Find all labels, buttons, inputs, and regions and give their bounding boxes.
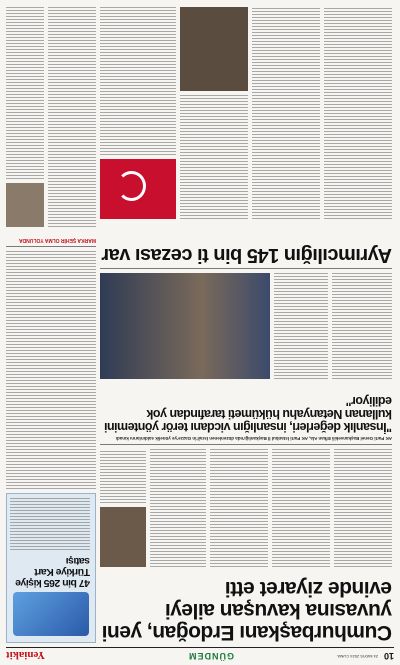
third-text-column-4 xyxy=(100,7,176,155)
second-photo xyxy=(100,273,270,379)
paper-date: 24 MAYIS 2024 CUMA xyxy=(337,654,378,659)
card-sale-box xyxy=(6,493,96,643)
card-box-text xyxy=(10,498,90,550)
turkish-flag-icon xyxy=(100,159,176,219)
second-headline: "İnsanlık değerleri, insanlığın vicdanı terör yöntemini kullanan Netanyahu hükümeti tarafından yok ediliyor" xyxy=(104,393,392,434)
page-number: 10 xyxy=(383,651,394,661)
second-text-column-2 xyxy=(274,273,328,379)
third-text-column-3 xyxy=(180,95,248,219)
sidebar-text-lower-2 xyxy=(6,7,44,179)
masthead xyxy=(6,647,394,661)
second-text-column-1 xyxy=(332,273,392,379)
sidebar-text-lower-1 xyxy=(48,7,96,227)
sidebar-divider xyxy=(6,246,96,247)
sidebar-heading: MARKA ŞEHİR OLMA YOLUNDA xyxy=(18,237,96,243)
third-text-column-2 xyxy=(252,7,320,219)
sidebar-portrait xyxy=(6,183,44,227)
divider-rule xyxy=(100,444,392,445)
second-kicker: AK Parti Genel Başkanvekili Efkan Ala, AK Parti İstanbul İl Başkanlığı'nda düzenlenen İsrail'in Gazze'ye yönelik saldırılarını kınadı xyxy=(115,436,392,441)
card-icon xyxy=(13,592,89,636)
newspaper-logo: Yeniakit xyxy=(6,649,46,661)
lead-photo xyxy=(100,507,146,567)
lead-text-column-5 xyxy=(100,449,146,503)
third-headline: Ayrımcılığın 145 bin ti cezası var xyxy=(101,244,392,266)
lead-text-column-4 xyxy=(150,449,206,567)
lead-text-column-1 xyxy=(334,449,392,567)
divider-rule xyxy=(100,268,392,269)
lead-text-column-2 xyxy=(272,449,330,567)
sidebar-text-upper xyxy=(6,251,96,489)
card-box-headline: 47 bin 265 kişiye Türkiye Kart satışı xyxy=(15,554,90,589)
third-text-column-1 xyxy=(324,7,392,219)
section-name: GÜNDEM xyxy=(188,651,234,661)
lead-headline: Cumhurbaşkanı Erdoğan, yeni yuvasına kavuşan aileyi evinde ziyaret etti xyxy=(102,576,392,644)
third-photo xyxy=(180,7,248,91)
lead-text-column-3 xyxy=(210,449,268,567)
